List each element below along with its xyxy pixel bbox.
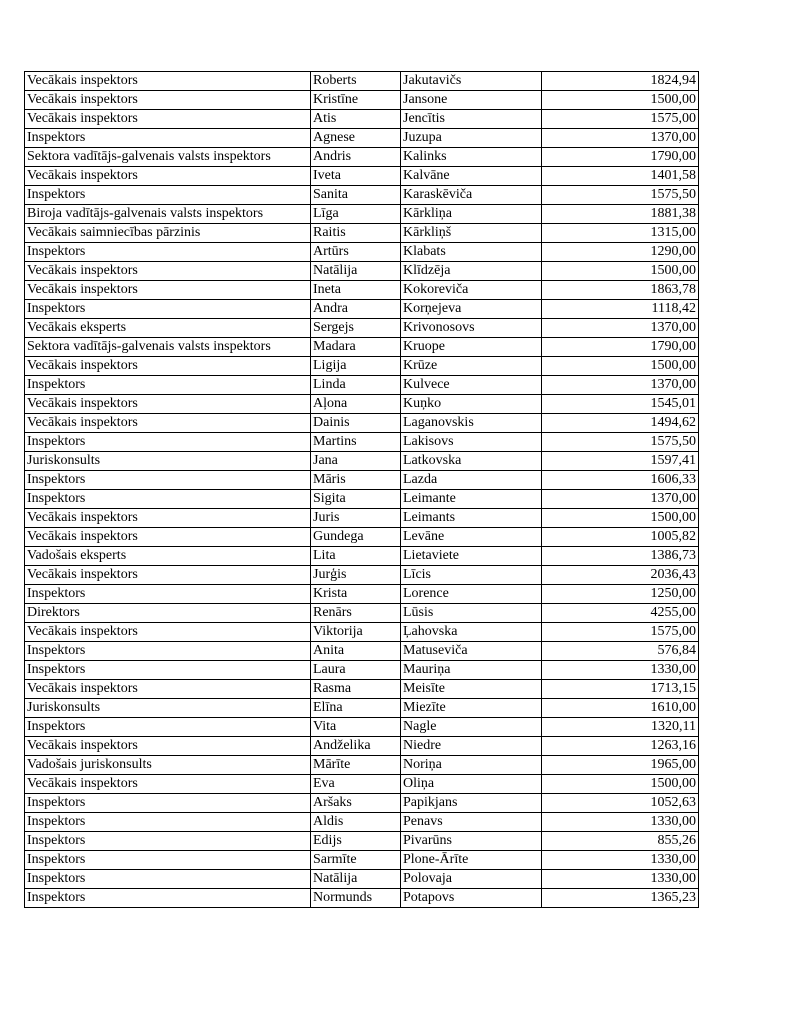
last-name-cell: Oliņa: [401, 775, 542, 794]
first-name-cell: Jurģis: [311, 566, 401, 585]
last-name-cell: Kokoreviča: [401, 281, 542, 300]
last-name-cell: Potapovs: [401, 889, 542, 908]
table-row: [25, 623, 699, 642]
position-cell: Vecākais inspektors: [25, 737, 311, 756]
table-row: [25, 718, 699, 737]
table-row: [25, 186, 699, 205]
last-name-cell: Pivarūns: [401, 832, 542, 851]
amount-cell: 1575,00: [542, 110, 699, 129]
position-cell: Vecākais saimniecības pārzinis: [25, 224, 311, 243]
table-row: [25, 737, 699, 756]
position-cell: Inspektors: [25, 870, 311, 889]
table-row: [25, 813, 699, 832]
last-name-cell: Kalvāne: [401, 167, 542, 186]
amount-cell: 1370,00: [542, 376, 699, 395]
first-name-cell: Natālija: [311, 870, 401, 889]
amount-cell: 1863,78: [542, 281, 699, 300]
position-cell: Juriskonsults: [25, 452, 311, 471]
table-row: [25, 547, 699, 566]
last-name-cell: Krūze: [401, 357, 542, 376]
table-row: [25, 870, 699, 889]
amount-cell: 1575,00: [542, 623, 699, 642]
first-name-cell: Atis: [311, 110, 401, 129]
amount-cell: 1370,00: [542, 490, 699, 509]
table-row: [25, 585, 699, 604]
position-cell: Inspektors: [25, 490, 311, 509]
position-cell: Vecākais inspektors: [25, 623, 311, 642]
amount-cell: 1250,00: [542, 585, 699, 604]
first-name-cell: Dainis: [311, 414, 401, 433]
last-name-cell: Leimants: [401, 509, 542, 528]
amount-cell: 1263,16: [542, 737, 699, 756]
amount-cell: 1005,82: [542, 528, 699, 547]
position-cell: Vecākais inspektors: [25, 566, 311, 585]
table-row: [25, 110, 699, 129]
position-cell: Vecākais inspektors: [25, 91, 311, 110]
table-row: [25, 338, 699, 357]
position-cell: Vecākais inspektors: [25, 262, 311, 281]
table-row: [25, 281, 699, 300]
table-row: [25, 376, 699, 395]
table-row: [25, 243, 699, 262]
first-name-cell: Kristīne: [311, 91, 401, 110]
amount-cell: 1575,50: [542, 186, 699, 205]
last-name-cell: Klabats: [401, 243, 542, 262]
amount-cell: 1500,00: [542, 91, 699, 110]
last-name-cell: Lorence: [401, 585, 542, 604]
last-name-cell: Penavs: [401, 813, 542, 832]
first-name-cell: Iveta: [311, 167, 401, 186]
position-cell: Inspektors: [25, 243, 311, 262]
first-name-cell: Aldis: [311, 813, 401, 832]
amount-cell: 1500,00: [542, 357, 699, 376]
first-name-cell: Madara: [311, 338, 401, 357]
first-name-cell: Māris: [311, 471, 401, 490]
last-name-cell: Lūsis: [401, 604, 542, 623]
amount-cell: 1494,62: [542, 414, 699, 433]
first-name-cell: Aršaks: [311, 794, 401, 813]
amount-cell: 1713,15: [542, 680, 699, 699]
first-name-cell: Natālija: [311, 262, 401, 281]
table-row: [25, 528, 699, 547]
first-name-cell: Eva: [311, 775, 401, 794]
position-cell: Inspektors: [25, 300, 311, 319]
table-row: [25, 851, 699, 870]
last-name-cell: Plone-Ārīte: [401, 851, 542, 870]
last-name-cell: Lazda: [401, 471, 542, 490]
table-row: [25, 452, 699, 471]
table-row: [25, 300, 699, 319]
first-name-cell: Līga: [311, 205, 401, 224]
staff-salary-table: [24, 71, 699, 908]
last-name-cell: Niedre: [401, 737, 542, 756]
position-cell: Inspektors: [25, 813, 311, 832]
last-name-cell: Karaskēviča: [401, 186, 542, 205]
last-name-cell: Krivonosovs: [401, 319, 542, 338]
first-name-cell: Juris: [311, 509, 401, 528]
table-row: [25, 357, 699, 376]
last-name-cell: Mauriņa: [401, 661, 542, 680]
amount-cell: 1545,01: [542, 395, 699, 414]
last-name-cell: Kalinks: [401, 148, 542, 167]
first-name-cell: Viktorija: [311, 623, 401, 642]
amount-cell: 1118,42: [542, 300, 699, 319]
last-name-cell: Miezīte: [401, 699, 542, 718]
amount-cell: 1597,41: [542, 452, 699, 471]
last-name-cell: Kārkliņš: [401, 224, 542, 243]
table-row: [25, 205, 699, 224]
position-cell: Sektora vadītājs-galvenais valsts inspektors: [25, 338, 311, 357]
position-cell: Vecākais inspektors: [25, 395, 311, 414]
amount-cell: 1824,94: [542, 72, 699, 91]
amount-cell: 1052,63: [542, 794, 699, 813]
position-cell: Vecākais inspektors: [25, 357, 311, 376]
last-name-cell: Lakisovs: [401, 433, 542, 452]
table-row: [25, 509, 699, 528]
amount-cell: 576,84: [542, 642, 699, 661]
table-row: [25, 148, 699, 167]
amount-cell: 1790,00: [542, 148, 699, 167]
first-name-cell: Vita: [311, 718, 401, 737]
table-row: [25, 889, 699, 908]
first-name-cell: Andra: [311, 300, 401, 319]
first-name-cell: Rasma: [311, 680, 401, 699]
last-name-cell: Klīdzēja: [401, 262, 542, 281]
last-name-cell: Polovaja: [401, 870, 542, 889]
table-row: [25, 794, 699, 813]
last-name-cell: Kulvece: [401, 376, 542, 395]
table-row: [25, 471, 699, 490]
last-name-cell: Latkovska: [401, 452, 542, 471]
table-row: [25, 642, 699, 661]
last-name-cell: Nagle: [401, 718, 542, 737]
table-row: [25, 680, 699, 699]
position-cell: Vecākais inspektors: [25, 281, 311, 300]
first-name-cell: Edijs: [311, 832, 401, 851]
position-cell: Vecākais eksperts: [25, 319, 311, 338]
table-body: [25, 72, 699, 908]
table-row: [25, 756, 699, 775]
amount-cell: 1330,00: [542, 813, 699, 832]
position-cell: Inspektors: [25, 889, 311, 908]
first-name-cell: Sigita: [311, 490, 401, 509]
amount-cell: 1500,00: [542, 775, 699, 794]
first-name-cell: Martins: [311, 433, 401, 452]
table-row: [25, 699, 699, 718]
amount-cell: 1500,00: [542, 262, 699, 281]
position-cell: Inspektors: [25, 642, 311, 661]
last-name-cell: Kārkliņa: [401, 205, 542, 224]
amount-cell: 1370,00: [542, 319, 699, 338]
table-row: [25, 414, 699, 433]
first-name-cell: Lita: [311, 547, 401, 566]
amount-cell: 1370,00: [542, 129, 699, 148]
table-row: [25, 262, 699, 281]
amount-cell: 1386,73: [542, 547, 699, 566]
position-cell: Vadošais eksperts: [25, 547, 311, 566]
last-name-cell: Juzupa: [401, 129, 542, 148]
first-name-cell: Agnese: [311, 129, 401, 148]
first-name-cell: Artūrs: [311, 243, 401, 262]
table-row: [25, 129, 699, 148]
amount-cell: 2036,43: [542, 566, 699, 585]
amount-cell: 1790,00: [542, 338, 699, 357]
last-name-cell: Jansone: [401, 91, 542, 110]
first-name-cell: Normunds: [311, 889, 401, 908]
amount-cell: 4255,00: [542, 604, 699, 623]
last-name-cell: Kuņko: [401, 395, 542, 414]
first-name-cell: Sergejs: [311, 319, 401, 338]
amount-cell: 1315,00: [542, 224, 699, 243]
amount-cell: 1610,00: [542, 699, 699, 718]
first-name-cell: Sarmīte: [311, 851, 401, 870]
last-name-cell: Kruope: [401, 338, 542, 357]
position-cell: Inspektors: [25, 661, 311, 680]
last-name-cell: Noriņa: [401, 756, 542, 775]
first-name-cell: Raitis: [311, 224, 401, 243]
table-row: [25, 566, 699, 585]
table-row: [25, 91, 699, 110]
amount-cell: 1965,00: [542, 756, 699, 775]
last-name-cell: Matuseviča: [401, 642, 542, 661]
table-row: [25, 490, 699, 509]
position-cell: Inspektors: [25, 129, 311, 148]
amount-cell: 1290,00: [542, 243, 699, 262]
position-cell: Biroja vadītājs-galvenais valsts inspektors: [25, 205, 311, 224]
position-cell: Vecākais inspektors: [25, 528, 311, 547]
position-cell: Inspektors: [25, 851, 311, 870]
last-name-cell: Korņejeva: [401, 300, 542, 319]
first-name-cell: Elīna: [311, 699, 401, 718]
amount-cell: 1500,00: [542, 509, 699, 528]
amount-cell: 1330,00: [542, 870, 699, 889]
position-cell: Inspektors: [25, 718, 311, 737]
last-name-cell: Jencītis: [401, 110, 542, 129]
position-cell: Sektora vadītājs-galvenais valsts inspektors: [25, 148, 311, 167]
position-cell: Vecākais inspektors: [25, 72, 311, 91]
position-cell: Vecākais inspektors: [25, 167, 311, 186]
amount-cell: 1365,23: [542, 889, 699, 908]
last-name-cell: Ļahovska: [401, 623, 542, 642]
position-cell: Vecākais inspektors: [25, 414, 311, 433]
first-name-cell: Ligija: [311, 357, 401, 376]
first-name-cell: Laura: [311, 661, 401, 680]
table-row: [25, 433, 699, 452]
last-name-cell: Papikjans: [401, 794, 542, 813]
first-name-cell: Linda: [311, 376, 401, 395]
first-name-cell: Roberts: [311, 72, 401, 91]
position-cell: Vecākais inspektors: [25, 509, 311, 528]
first-name-cell: Andželika: [311, 737, 401, 756]
first-name-cell: Mārīte: [311, 756, 401, 775]
table-row: [25, 661, 699, 680]
amount-cell: 1575,50: [542, 433, 699, 452]
amount-cell: 1320,11: [542, 718, 699, 737]
last-name-cell: Levāne: [401, 528, 542, 547]
first-name-cell: Krista: [311, 585, 401, 604]
position-cell: Inspektors: [25, 433, 311, 452]
position-cell: Vadošais juriskonsults: [25, 756, 311, 775]
last-name-cell: Leimante: [401, 490, 542, 509]
table-row: [25, 775, 699, 794]
position-cell: Inspektors: [25, 186, 311, 205]
table-row: [25, 167, 699, 186]
first-name-cell: Sanita: [311, 186, 401, 205]
last-name-cell: Meisīte: [401, 680, 542, 699]
first-name-cell: Aļona: [311, 395, 401, 414]
first-name-cell: Jana: [311, 452, 401, 471]
table-row: [25, 395, 699, 414]
table-row: [25, 319, 699, 338]
amount-cell: 1330,00: [542, 661, 699, 680]
amount-cell: 1881,38: [542, 205, 699, 224]
amount-cell: 1330,00: [542, 851, 699, 870]
last-name-cell: Lietaviete: [401, 547, 542, 566]
first-name-cell: Anita: [311, 642, 401, 661]
position-cell: Vecākais inspektors: [25, 775, 311, 794]
last-name-cell: Līcis: [401, 566, 542, 585]
first-name-cell: Gundega: [311, 528, 401, 547]
table-row: [25, 832, 699, 851]
table-row: [25, 224, 699, 243]
position-cell: Juriskonsults: [25, 699, 311, 718]
first-name-cell: Andris: [311, 148, 401, 167]
first-name-cell: Ineta: [311, 281, 401, 300]
position-cell: Inspektors: [25, 832, 311, 851]
position-cell: Vecākais inspektors: [25, 110, 311, 129]
position-cell: Inspektors: [25, 794, 311, 813]
position-cell: Direktors: [25, 604, 311, 623]
amount-cell: 1401,58: [542, 167, 699, 186]
first-name-cell: Renārs: [311, 604, 401, 623]
table-row: [25, 72, 699, 91]
last-name-cell: Jakutavičs: [401, 72, 542, 91]
table-row: [25, 604, 699, 623]
position-cell: Vecākais inspektors: [25, 680, 311, 699]
last-name-cell: Laganovskis: [401, 414, 542, 433]
position-cell: Inspektors: [25, 585, 311, 604]
amount-cell: 1606,33: [542, 471, 699, 490]
position-cell: Inspektors: [25, 376, 311, 395]
position-cell: Inspektors: [25, 471, 311, 490]
amount-cell: 855,26: [542, 832, 699, 851]
